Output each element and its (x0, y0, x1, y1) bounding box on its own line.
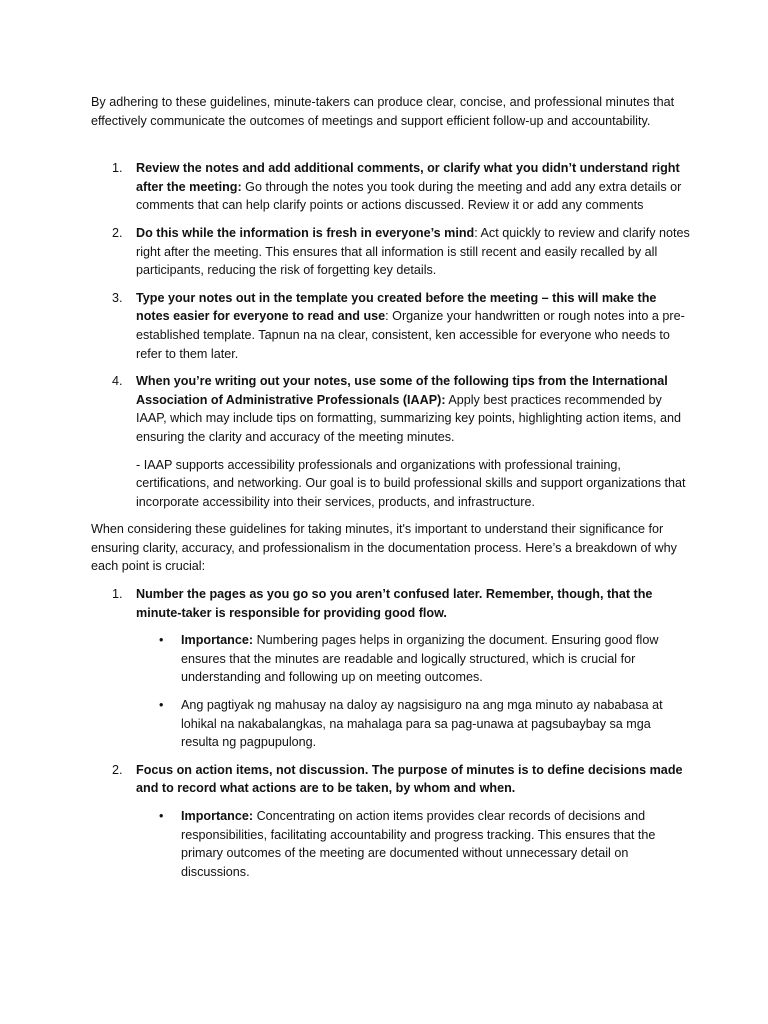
bullet-list (136, 631, 691, 752)
bullet-text: Ang pagtiyak ng mahusay na daloy ay nagsisiguro na ang mga minuto ay nababasa at lohikal na nakabalangkas, na mahalaga para sa pag-unawa at pagsubaybay sa mga resulta ng pagpupulong. (181, 698, 663, 750)
bullet-item (136, 696, 691, 752)
bullet-text: Numbering pages helps in organizing the document. Ensuring good flow ensures that the minutes are readable and logically structured, which is crucial for understanding and following up on meeting outcomes. (181, 633, 659, 685)
list-number: 1. (112, 161, 123, 176)
list-number: 4. (112, 374, 123, 389)
item-heading: Do this while the information is fresh in everyone’s mind (136, 225, 475, 240)
list-item (91, 761, 691, 882)
bullet-list (136, 807, 691, 881)
item-heading: When you’re writing out your notes, use some of the following tips from the International Association of Administrative Professionals (IAAP): (136, 374, 668, 407)
bullet-icon: • (159, 809, 164, 823)
item-text: : Act quickly to review and clarify notes right after the meeting. This ensures that all information is still recent and easily recalled by all participants, reducing the risk of forgetting key details. (136, 225, 690, 278)
guidelines-list (91, 159, 691, 511)
item-text: Go through the notes you took during the meeting and add any extra details or comments that can help clarify points or actions discussed. Review it or add any comments (136, 179, 682, 213)
intro-paragraph: By adhering to these guidelines, minute-takers can produce clear, concise, and professional minutes that effectively communicate the outcomes of meetings and support efficient follow-up and accountability. (91, 95, 675, 128)
item-heading: Focus on action items, not discussion. The purpose of minutes is to define decisions made and to record what actions are to be taken, by whom and when. (136, 762, 683, 796)
list-number: 3. (112, 290, 123, 305)
list-item (91, 159, 691, 215)
bullet-heading: Importance: (181, 633, 254, 648)
breakdown-list (91, 585, 691, 881)
breakdown-paragraph: When considering these guidelines for taking minutes, it's important to understand their significance for ensuring clarity, accuracy, and professionalism in the documentation process. Here’s a breakdown of why each point is crucial: (91, 522, 677, 574)
item-heading: Type your notes out in the template you created before the meeting – this will make the notes easier for everyone to read and use (136, 290, 657, 324)
list-item (91, 289, 691, 363)
bullet-text: Concentrating on action items provides clear records of decisions and responsibilities, facilitating accountability and progress tracking. This ensures that the primary outcomes of the meeting are documented without unnecessary detail on discussions. (181, 809, 656, 879)
list-item (91, 372, 691, 511)
list-number: 2. (112, 225, 123, 240)
item-text: Apply best practices recommended by IAAP, which may include tips on formatting, summarizing key points, highlighting action items, and ensuring the clarity and accuracy of the meeting minutes. (136, 392, 682, 444)
item-text: : Organize your handwritten or rough notes into a pre-established template. Tapnun na na clear, consistent, ken accessible for everyone who needs to refer to them later. (136, 309, 685, 361)
bullet-item (136, 631, 691, 687)
iaap-note: - IAAP supports accessibility professionals and organizations with professional training, certifications, and networking. Our goal is to build professional skills and support organizations that incorporate accessibility into their services, products, and infrastructure. (136, 457, 686, 509)
item-heading: Number the pages as you go so you aren’t confused later. Remember, though, that the minute-taker is responsible for providing good flow. (136, 587, 653, 620)
bullet-icon: • (159, 633, 164, 648)
list-number: 2. (112, 762, 123, 777)
bullet-heading: Importance: (181, 809, 254, 823)
document-page (91, 93, 691, 890)
list-number: 1. (112, 587, 123, 602)
bullet-icon: • (159, 698, 164, 713)
bullet-item (136, 807, 691, 881)
list-item (91, 224, 691, 280)
item-heading: Review the notes and add additional comments, or clarify what you didn’t understand right after the meeting: (136, 161, 680, 194)
list-item (91, 585, 691, 752)
